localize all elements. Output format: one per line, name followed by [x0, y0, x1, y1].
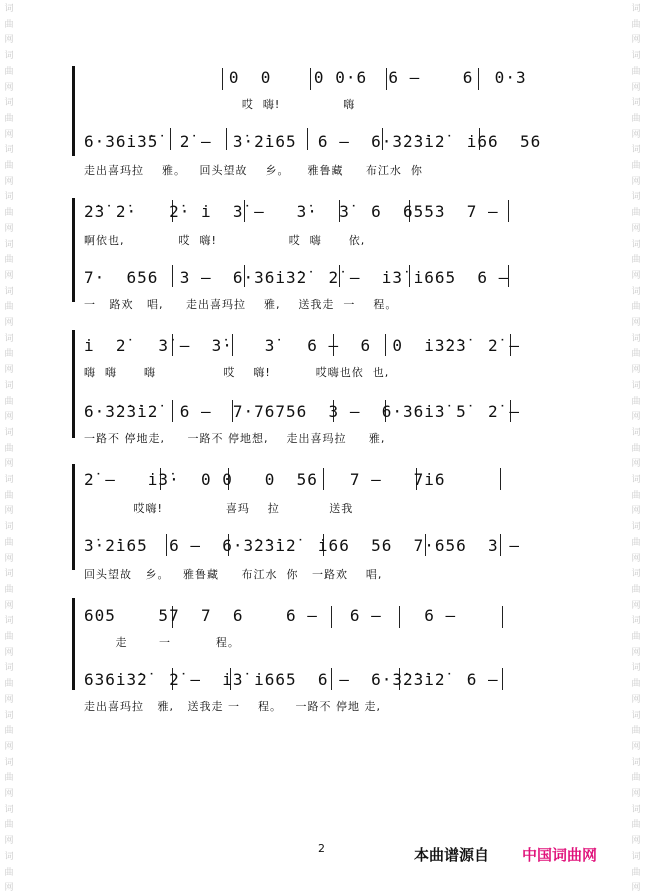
watermark-glyph: 网 [4, 82, 14, 93]
watermark-glyph: 词 [631, 98, 641, 109]
watermark-glyph: 网 [631, 82, 641, 93]
watermark-glyph: 网 [631, 741, 641, 752]
watermark-glyph: 词 [631, 239, 641, 250]
watermark-glyph: 曲 [4, 302, 14, 313]
watermark-glyph: 曲 [4, 726, 14, 737]
watermark-glyph: 词 [4, 804, 14, 815]
watermark-glyph: 网 [631, 647, 641, 658]
watermark-glyph: 词 [631, 427, 641, 438]
watermark-glyph: 曲 [4, 584, 14, 595]
upper-lyrics: 嗨 嗨 嗨 哎 嗨! 哎嗨也依 也, [84, 366, 390, 379]
watermark-glyph: 词 [631, 192, 641, 203]
watermark-glyph: 词 [4, 239, 14, 250]
watermark-glyph: 词 [4, 710, 14, 721]
watermark-glyph: 词 [4, 663, 14, 674]
watermark-glyph: 词 [4, 51, 14, 62]
upper-notes: 605 57 7 6 6 — 6 — 6 — [84, 606, 457, 625]
upper-lyrics: 走 一 程。 [84, 636, 240, 649]
watermark-glyph: 曲 [631, 773, 641, 784]
watermark-glyph: 网 [4, 553, 14, 564]
barline [502, 668, 503, 690]
watermark-glyph: 曲 [631, 679, 641, 690]
watermark-glyph: 网 [4, 647, 14, 658]
watermark-glyph: 网 [631, 506, 641, 517]
watermark-glyph: 词 [631, 710, 641, 721]
watermark-glyph: 网 [4, 506, 14, 517]
lower-notes: 636i3̇2̇ 2̇ — i3̇ i665 6 — 6·3̇2̇3̇i2̇ 6 — [84, 670, 499, 689]
system-brace [72, 598, 80, 690]
watermark-column-left [2, 0, 16, 894]
barline [502, 606, 503, 628]
upper-notes: i 2̇ 3̇ — 3̇· 3̇ 6 — 6 0 i3̇2̇3̇ 2̇ — [84, 336, 520, 355]
watermark-glyph: 网 [631, 600, 641, 611]
watermark-glyph: 曲 [4, 773, 14, 784]
watermark-glyph: 曲 [4, 396, 14, 407]
watermark-glyph: 网 [4, 129, 14, 140]
watermark-glyph: 网 [4, 789, 14, 799]
watermark-glyph: 网 [631, 459, 641, 470]
watermark-glyph: 网 [631, 223, 641, 234]
watermark-glyph: 曲 [4, 19, 14, 30]
watermark-glyph: 曲 [631, 161, 641, 171]
barline [500, 468, 501, 490]
watermark-glyph: 曲 [631, 66, 641, 77]
watermark-glyph: 网 [4, 836, 14, 847]
watermark-glyph: 词 [4, 98, 14, 109]
watermark-glyph: 网 [4, 600, 14, 611]
watermark-glyph: 词 [631, 569, 641, 580]
watermark-glyph: 网 [631, 318, 641, 328]
watermark-glyph: 网 [631, 694, 641, 705]
watermark-glyph: 词 [4, 569, 14, 580]
watermark-glyph: 词 [631, 616, 641, 627]
watermark-glyph: 曲 [631, 19, 641, 30]
watermark-glyph: 网 [631, 883, 641, 894]
watermark-glyph: 网 [631, 129, 641, 140]
watermark-glyph: 网 [4, 318, 14, 328]
watermark-glyph: 词 [631, 757, 641, 768]
watermark-glyph: 网 [4, 270, 14, 281]
watermark-glyph: 曲 [4, 820, 14, 831]
upper-notes: 2̇ — i3̇· 0 0 0 56 7 — 7i6 [84, 470, 446, 489]
watermark-glyph: 网 [631, 176, 641, 187]
watermark-glyph: 词 [631, 804, 641, 815]
watermark-glyph: 曲 [631, 443, 641, 454]
watermark-glyph: 词 [4, 380, 14, 391]
watermark-glyph: 网 [4, 365, 14, 376]
watermark-glyph: 曲 [4, 632, 14, 642]
watermark-glyph: 曲 [4, 208, 14, 219]
lower-lyrics: 走出喜玛拉 雅, 送我走 一 程。 一路不 停地 走, [84, 700, 381, 713]
watermark-glyph: 词 [631, 851, 641, 862]
system-brace [72, 464, 80, 570]
upper-lyrics: 啊依也, 哎 嗨! 哎 嗨 依, [84, 234, 366, 247]
watermark-glyph: 词 [631, 286, 641, 297]
watermark-glyph: 网 [631, 365, 641, 376]
watermark-glyph: 曲 [4, 867, 14, 878]
watermark-glyph: 网 [4, 694, 14, 705]
lower-lyrics: 一路不 停地走, 一路不 停地想, 走出喜玛拉 雅, [84, 432, 386, 445]
upper-notes: 0 0 0 0·6 6 — 6 0·3 [80, 68, 527, 87]
watermark-glyph: 曲 [4, 349, 14, 360]
lower-lyrics: 走出喜玛拉 雅。 回头望故 乡。 雅鲁藏 布江水 你 [84, 164, 423, 177]
lower-notes: 6·3̇2̇3̇i2̇ 6 — 7·76756 3 — 6·36i3̇ 5̇ 2̇ — [84, 402, 520, 421]
watermark-glyph: 词 [4, 286, 14, 297]
watermark-glyph: 网 [631, 35, 641, 46]
watermark-glyph: 曲 [4, 66, 14, 77]
watermark-glyph: 网 [4, 741, 14, 752]
watermark-glyph: 词 [631, 522, 641, 533]
watermark-glyph: 词 [631, 51, 641, 62]
lower-notes: 3̇·2̇i65 6 — 6·3̇2̇3̇i2̇ i66 56 7·656 3 — [84, 536, 520, 555]
watermark-glyph: 网 [4, 176, 14, 187]
system-brace [72, 198, 80, 302]
watermark-glyph: 网 [4, 223, 14, 234]
watermark-glyph: 曲 [4, 443, 14, 454]
watermark-glyph: 曲 [631, 584, 641, 595]
watermark-glyph: 词 [4, 145, 14, 156]
watermark-glyph: 曲 [631, 255, 641, 266]
watermark-glyph: 曲 [4, 490, 14, 501]
watermark-glyph: 词 [631, 333, 641, 344]
lower-lyrics: 回头望故 乡。 雅鲁藏 布江水 你 一路欢 唱, [84, 568, 383, 581]
watermark-glyph: 曲 [631, 537, 641, 548]
watermark-glyph: 曲 [4, 537, 14, 548]
upper-notes: 2̇3̇ 2̇· 2̇· i 3̇ — 3̇· 3̇ 6 6553 7 — [84, 202, 499, 221]
watermark-glyph: 词 [4, 851, 14, 862]
watermark-glyph: 词 [631, 4, 641, 14]
watermark-glyph: 词 [4, 522, 14, 533]
watermark-glyph: 曲 [631, 867, 641, 878]
watermark-glyph: 词 [631, 145, 641, 156]
watermark-glyph: 曲 [631, 349, 641, 360]
watermark-glyph: 网 [631, 412, 641, 423]
watermark-glyph: 曲 [4, 679, 14, 690]
watermark-glyph: 词 [4, 4, 14, 14]
watermark-glyph: 曲 [631, 820, 641, 831]
watermark-glyph: 曲 [4, 113, 14, 124]
barline [508, 200, 509, 222]
system-brace [72, 330, 80, 438]
watermark-glyph: 网 [631, 553, 641, 564]
watermark-glyph: 网 [631, 789, 641, 799]
upper-lyrics: 哎嗨! 喜玛 拉 送我 [84, 502, 354, 515]
watermark-glyph: 词 [631, 663, 641, 674]
watermark-glyph: 曲 [4, 161, 14, 171]
lower-notes: 7· 656 3 — 6·36i3̇2̇ 2̇ — i3̇ i665 6 — [84, 268, 510, 287]
watermark-glyph: 网 [4, 412, 14, 423]
upper-lyrics: 哎 嗨! 嗨 [80, 98, 356, 111]
watermark-glyph: 网 [4, 883, 14, 894]
lower-lyrics: 一 路欢 唱, 走出喜玛拉 雅, 送我走 一 程。 [84, 298, 398, 311]
watermark-glyph: 曲 [631, 302, 641, 313]
watermark-glyph: 网 [4, 459, 14, 470]
watermark-glyph: 词 [631, 380, 641, 391]
watermark-glyph: 词 [4, 475, 14, 485]
watermark-glyph: 网 [631, 836, 641, 847]
watermark-glyph: 曲 [631, 632, 641, 642]
watermark-glyph: 词 [4, 333, 14, 344]
watermark-glyph: 曲 [4, 255, 14, 266]
footer-source-label: 本曲谱源自 [414, 846, 490, 864]
watermark-glyph: 网 [4, 35, 14, 46]
watermark-glyph: 词 [4, 427, 14, 438]
footer-site-name: 中国词曲网 [522, 846, 598, 864]
watermark-glyph: 曲 [631, 726, 641, 737]
watermark-column-right [629, 0, 643, 894]
watermark-glyph: 词 [4, 757, 14, 768]
page-number: 2 [318, 842, 325, 855]
watermark-glyph: 词 [4, 616, 14, 627]
watermark-glyph: 词 [4, 192, 14, 203]
watermark-glyph: 曲 [631, 490, 641, 501]
watermark-glyph: 曲 [631, 396, 641, 407]
lower-notes: 6·36i3̇5̇ 2̇ — 3̇·2̇i65 6 — 6·3̇2̇3̇i2̇ i66 56 [84, 132, 542, 151]
watermark-glyph: 曲 [631, 208, 641, 219]
watermark-glyph: 网 [631, 270, 641, 281]
watermark-glyph: 词 [631, 475, 641, 485]
watermark-glyph: 曲 [631, 113, 641, 124]
system-brace [72, 66, 80, 156]
